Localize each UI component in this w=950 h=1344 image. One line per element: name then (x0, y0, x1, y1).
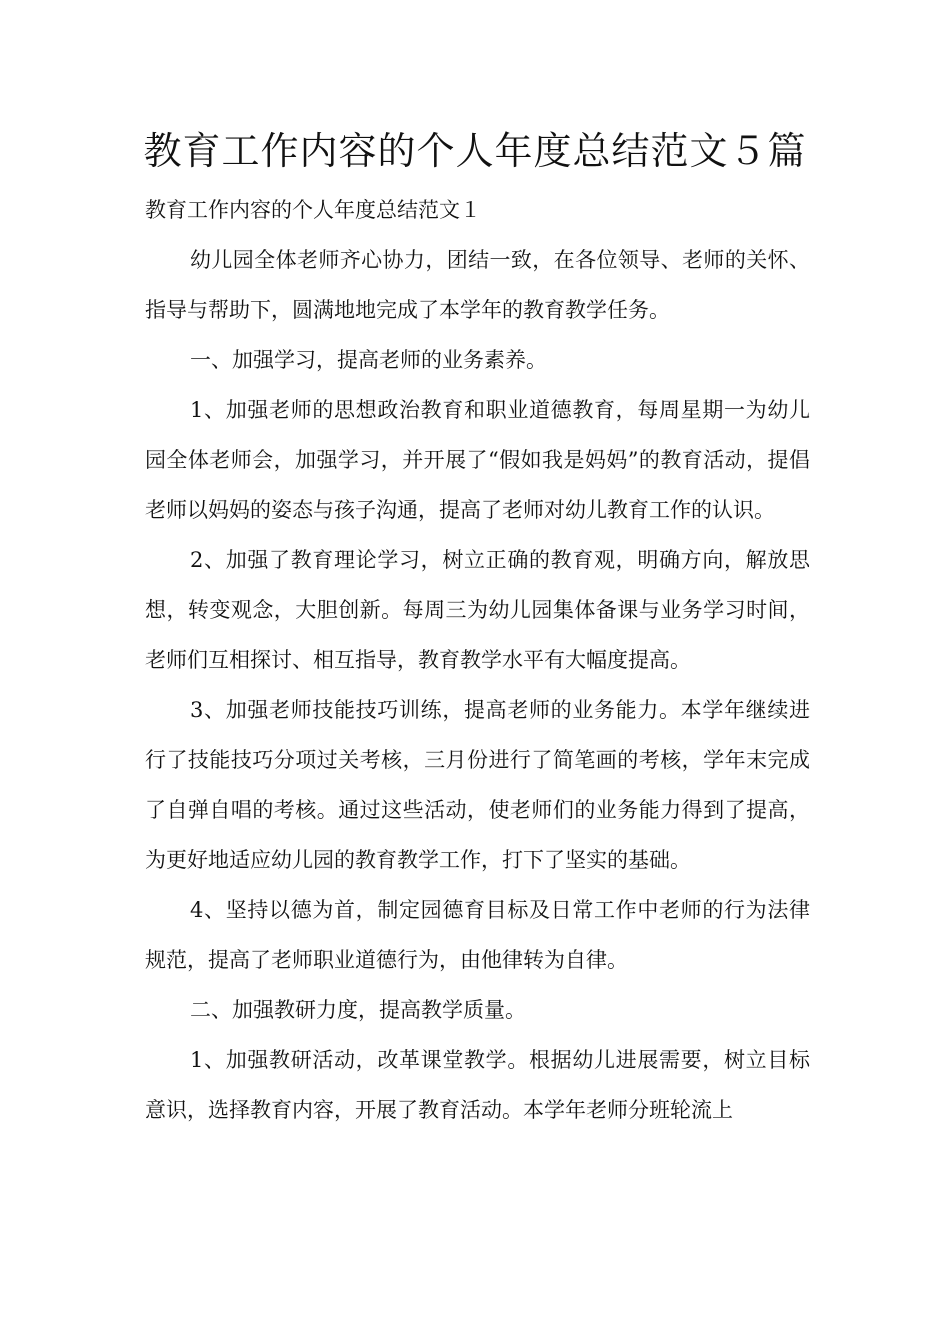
section-heading-2: 二、加强教研力度，提高教学质量。 (190, 998, 526, 1022)
paragraph-1-2: 2、加强了教育理论学习，树立正确的教育观，明确方向，解放思想，转变观念，大胆创新。每周三为幼儿园集体备课与业务学习时间，老师们互相探讨、相互指导，教育教学水平有大幅度提高。 (145, 548, 810, 672)
paragraph-1-4: 4、坚持以德为首，制定园德育目标及日常工作中老师的行为法律规范，提高了老师职业道德行为，由他律转为自律。 (145, 898, 810, 972)
section-subtitle: 教育工作内容的个人年度总结范文１ (145, 198, 481, 222)
paragraph-2-1: 1、加强教研活动，改革课堂教学。根据幼儿进展需要，树立目标意识，选择教育内容，开展了教育活动。本学年老师分班轮流上 (145, 1048, 810, 1122)
paragraph-intro: 幼儿园全体老师齐心协力，团结一致，在各位领导、老师的关怀、指导与帮助下，圆满地地完成了本学年的教育教学任务。 (145, 248, 810, 322)
section-heading-1: 一、加强学习，提高老师的业务素养。 (190, 348, 547, 372)
paragraph-1-3: 3、加强老师技能技巧训练，提高老师的业务能力。本学年继续进行了技能技巧分项过关考核，三月份进行了简笔画的考核，学年末完成了自弹自唱的考核。通过这些活动，使老师们的业务能力得到了提高，为更好地适应幼儿园的教育教学工作，打下了坚实的基础。 (145, 698, 810, 872)
paragraph-1-1: 1、加强老师的思想政治教育和职业道德教育，每周星期一为幼儿园全体老师会，加强学习，并开展了“假如我是妈妈”的教育活动，提倡老师以妈妈的姿态与孩子沟通，提高了老师对幼儿教育工作的认识。 (145, 398, 810, 522)
document-body (145, 185, 810, 1135)
document-title: 教育工作内容的个人年度总结范文５篇 (143, 129, 807, 173)
